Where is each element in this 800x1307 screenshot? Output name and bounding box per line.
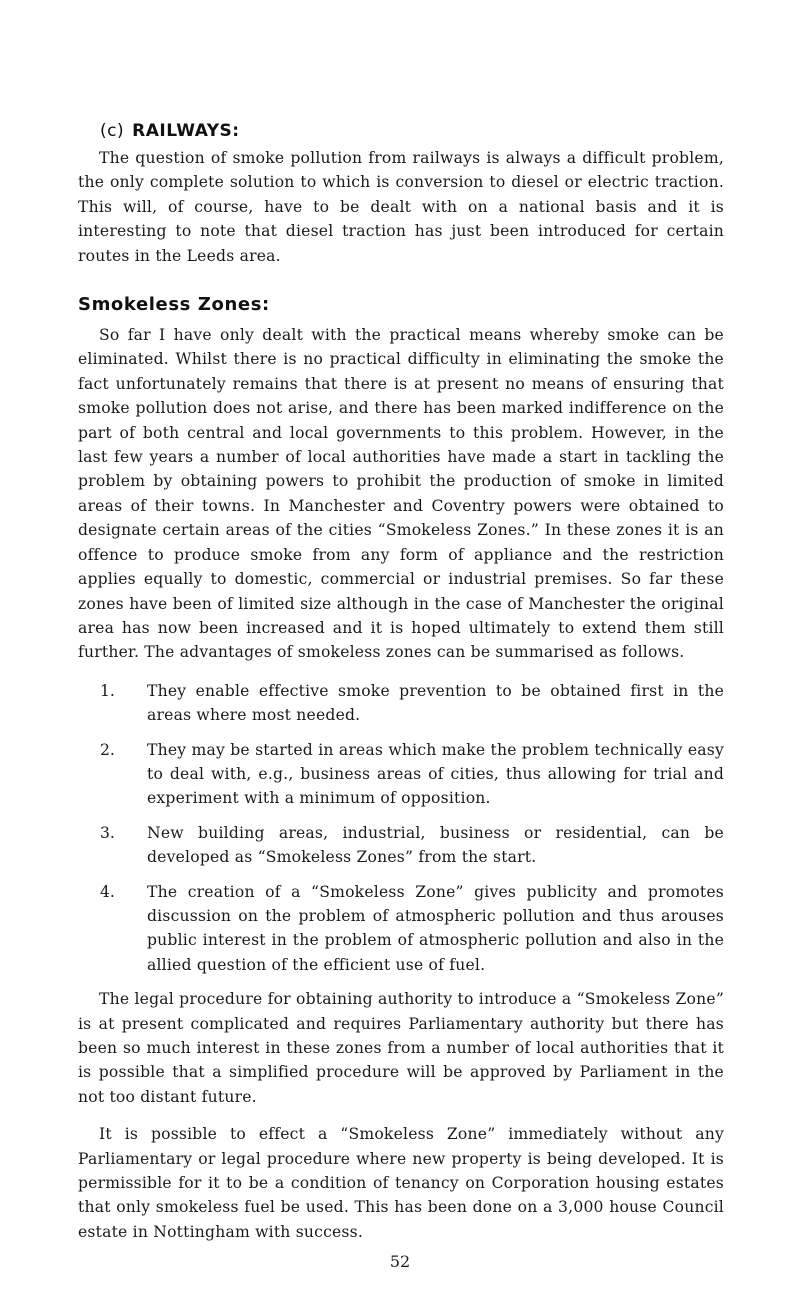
smokeless-zones-heading: Smokeless Zones: bbox=[78, 294, 270, 316]
section-marker: (c) bbox=[100, 121, 125, 141]
document-page bbox=[78, 118, 724, 1244]
list-item bbox=[100, 679, 724, 728]
legal-procedure-paragraph: The legal procedure for obtaining authority to introduce a “Smokeless Zone” is at present complicated and requires Parliamentary authority but there has been so much interest in these zones from a number of local authorities that it is possible that a simplified procedure will be approved by Parliament in the not too distant future. bbox=[78, 990, 724, 1106]
list-item bbox=[100, 821, 724, 870]
list-item-number: 3. bbox=[100, 823, 115, 842]
section-title: RAILWAYS: bbox=[132, 121, 240, 141]
list-item-text: They enable effective smoke prevention to be obtained first in the areas where most needed. bbox=[147, 681, 724, 725]
railways-paragraph: The question of smoke pollution from railways is always a difficult problem, the only complete solution to which is conversion to diesel or electric traction. This will, of course, have to be dealt with on a national basis and it is interesting to note that diesel traction has just been introduced for certain routes in the Leeds area. bbox=[78, 149, 724, 265]
advantages-list bbox=[78, 679, 724, 977]
list-item-text: New building areas, industrial, business or residential, can be developed as “Smokeless Zones” from the start. bbox=[147, 823, 724, 867]
list-item bbox=[100, 738, 724, 811]
list-item-text: The creation of a “Smokeless Zone” gives publicity and promotes discussion on the problem of atmospheric pollution and thus arouses public interest in the problem of atmospheric pollution and also in the allied question of the efficient use of fuel. bbox=[147, 882, 724, 974]
list-item-text: They may be started in areas which make the problem technically easy to deal with, e.g., business areas of cities, thus allowing for trial and experiment with a minimum of opposition. bbox=[147, 740, 724, 808]
page-number: 52 bbox=[389, 1252, 411, 1271]
list-item-number: 2. bbox=[100, 740, 115, 759]
smokeless-zones-intro: So far I have only dealt with the practical means whereby smoke can be eliminated. Whilst there is no practical difficulty in eliminating the smoke the fact unfortunately remains that there is at present no means of ensuring that smoke pollution does not arise, and there has been marked indifference on the part of both central and local governments to this problem. However, in the last few years a number of local authorities have made a start in tackling the problem by obtaining powers to prohibit the production of smoke in limited areas of their towns. In Manchester and Coventry powers were obtained to designate certain areas of the cities “Smokeless Zones.” In these zones it is an offence to produce smoke from any form of appliance and the restriction applies equally to domestic, commercial or industrial premises. So far these zones have been of limited size although in the case of Manchester the original area has now been increased and it is hoped ultimately to extend them still further. The advantages of smokeless zones can be summarised as follows. bbox=[78, 326, 724, 662]
list-item bbox=[100, 880, 724, 978]
list-item-number: 4. bbox=[100, 882, 115, 901]
railways-heading bbox=[100, 118, 724, 144]
list-item-number: 1. bbox=[100, 681, 115, 700]
closing-paragraph: It is possible to effect a “Smokeless Zone” immediately without any Parliamentary or legal procedure where new property is being developed. It is permissible for it to be a condition of tenancy on Corporation housing estates that only smokeless fuel be used. This has been done on a 3,000 house Council estate in Nottingham with success. bbox=[78, 1125, 724, 1241]
